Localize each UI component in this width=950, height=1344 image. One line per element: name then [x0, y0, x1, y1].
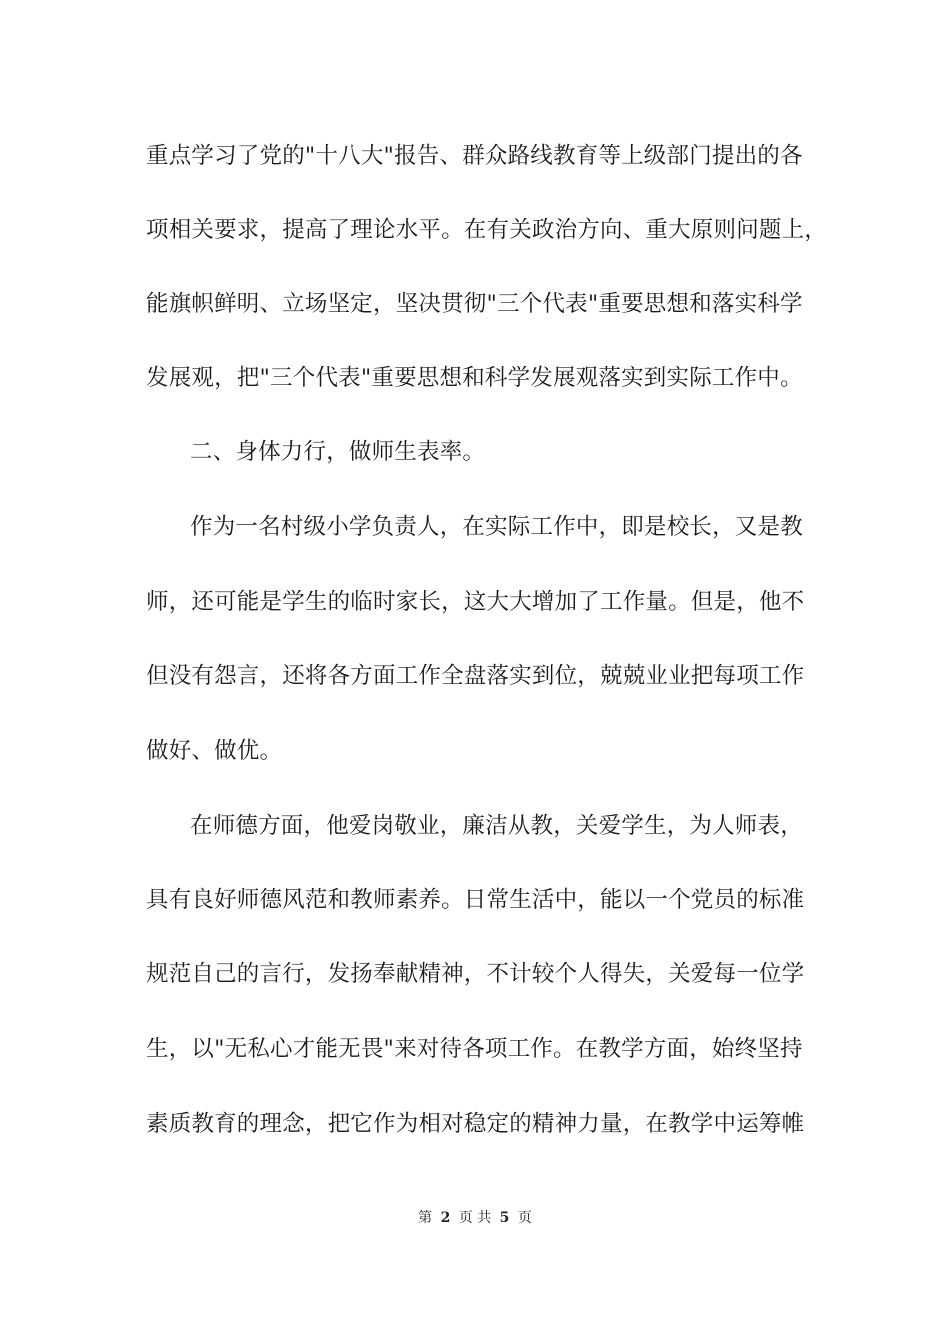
- text-line: 素质教育的理念，把它作为相对稳定的精神力量，在教学中运筹帷: [146, 1111, 805, 1137]
- total-pages-number: 5: [499, 1210, 510, 1226]
- text-line: 重点学习了党的"十八大"报告、群众路线教育等上级部门提出的各: [146, 143, 803, 169]
- page-footer: [0, 1208, 950, 1228]
- current-page-number: 2: [440, 1210, 451, 1226]
- footer-middle: 页 共: [458, 1210, 492, 1226]
- text-line: 作为一名村级小学负责人，在实际工作中，即是校长，又是教: [190, 514, 803, 540]
- footer-suffix: 页: [517, 1210, 532, 1226]
- text-line: 在师德方面，他爱岗敬业，廉洁从教，关爱学生，为人师表，: [190, 813, 803, 839]
- text-line: 能旗帜鲜明、立场坚定，坚决贯彻"三个代表"重要思想和落实科学: [146, 291, 803, 317]
- text-line: 发展观，把"三个代表"重要思想和科学发展观落实到实际工作中。: [146, 365, 803, 391]
- text-line: 规范自己的言行，发扬奉献精神，不计较个人得失，关爱每一位学: [146, 961, 805, 987]
- text-line: 生，以"无私心才能无畏"来对待各项工作。在教学方面，始终坚持: [146, 1036, 803, 1062]
- section-heading: 二、身体力行，做师生表率。: [190, 439, 486, 465]
- footer-prefix: 第: [418, 1210, 433, 1226]
- text-line: 师，还可能是学生的临时家长，这大大增加了工作量。但是，他不: [146, 589, 805, 615]
- text-line: 具有良好师德风范和教师素养。日常生活中，能以一个党员的标准: [146, 887, 805, 913]
- text-line: 但没有怨言，还将各方面工作全盘落实到位，兢兢业业把每项工作: [146, 663, 805, 689]
- text-line: 做好、做优。: [146, 738, 283, 764]
- text-line: 项相关要求，提高了理论水平。在有关政治方向、重大原则问题上，: [146, 217, 828, 243]
